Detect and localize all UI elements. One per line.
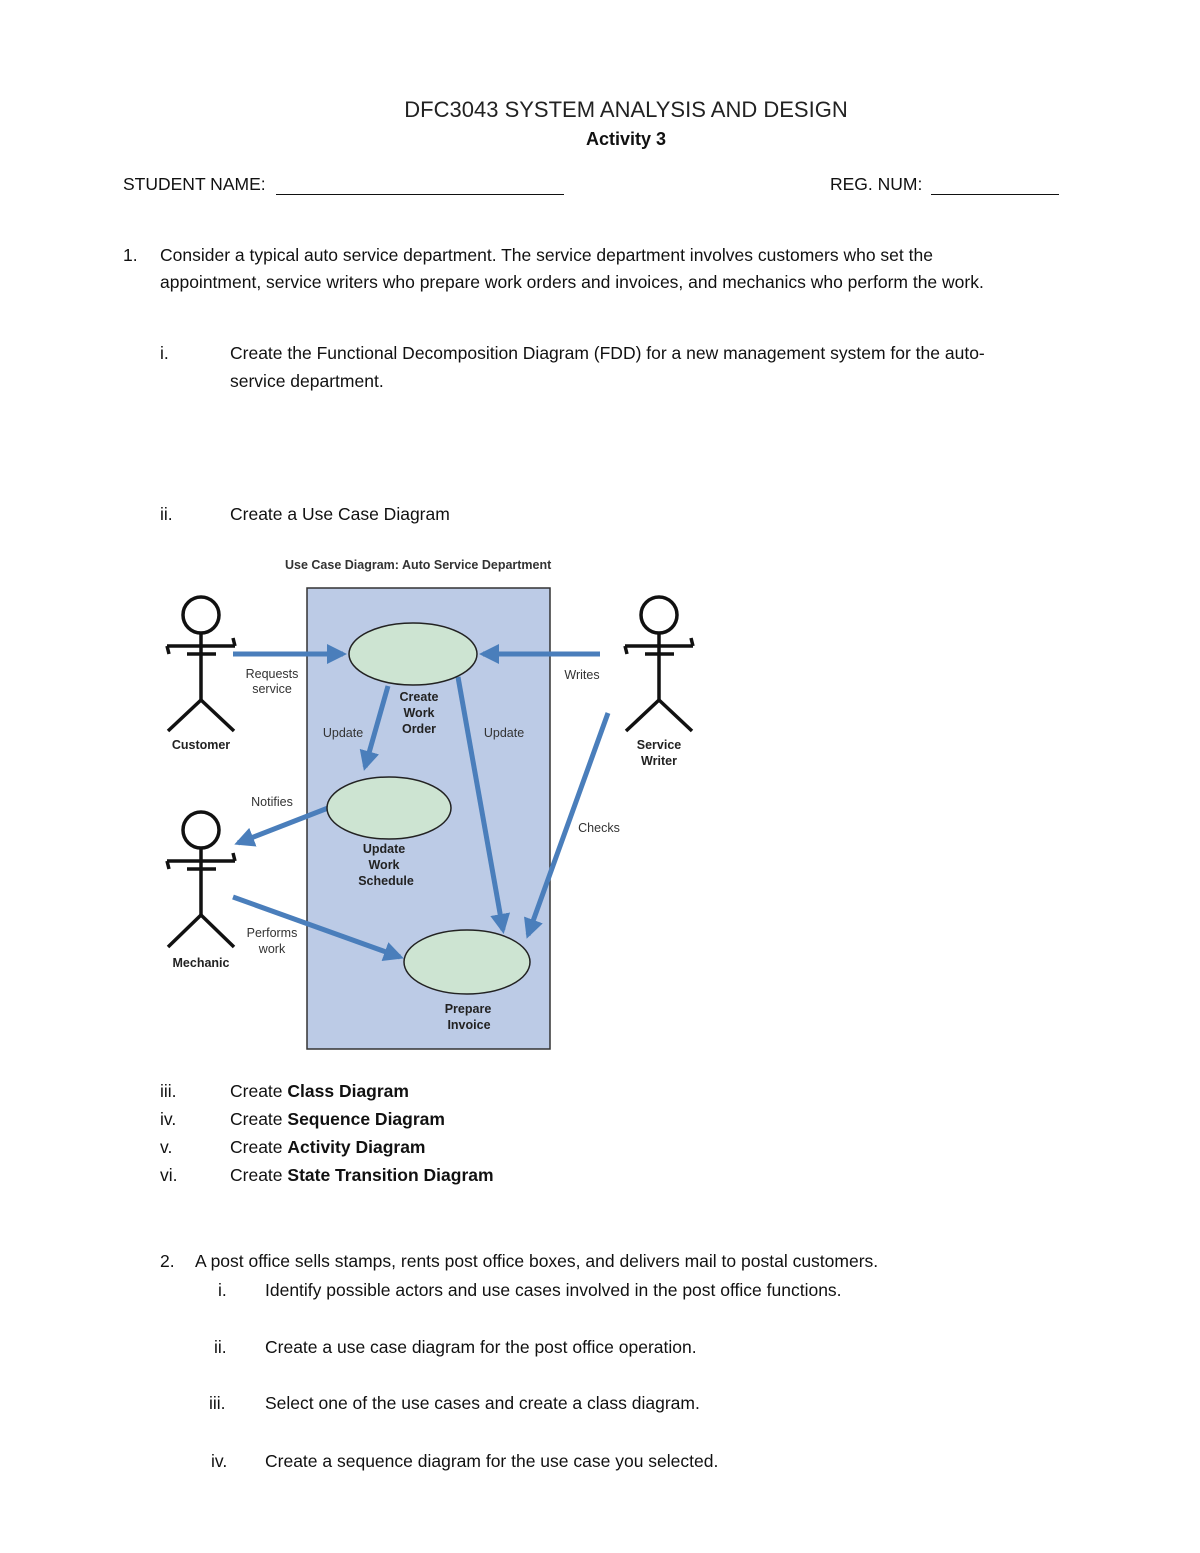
q1-item-bold: Class Diagram: [287, 1081, 409, 1101]
q1-item-num-2: ii.: [160, 504, 173, 524]
reg-num-blank[interactable]: [931, 194, 1059, 195]
student-name-label: STUDENT NAME:: [123, 174, 266, 194]
usecase-label: Prepare: [444, 1002, 492, 1016]
q1-item-num-4: iv.: [160, 1109, 177, 1129]
student-name-row: [123, 174, 564, 195]
q1-item-prefix: Create: [230, 1165, 288, 1185]
usecase-update-work-schedule[interactable]: [327, 777, 451, 839]
usecase-label: Update: [362, 842, 406, 856]
q1-item-num-3: iii.: [160, 1081, 177, 1101]
q1-item-bold: Sequence Diagram: [287, 1109, 445, 1129]
q2-item-num-1: i.: [218, 1280, 227, 1300]
actor-label-mechanic: Mechanic: [172, 956, 230, 970]
label-work: work: [258, 942, 286, 956]
label-service: service: [252, 682, 292, 696]
usecase-prepare-invoice[interactable]: [404, 930, 530, 994]
diagram-title: Use Case Diagram: Auto Service Department: [285, 558, 552, 572]
q2-item-num-3: iii.: [209, 1393, 226, 1413]
q2-item-text-4: Create a sequence diagram for the use case you selected.: [265, 1451, 719, 1471]
q1-item-bold: Activity Diagram: [287, 1137, 426, 1157]
reg-num-row: [830, 174, 1059, 195]
actor-customer[interactable]: [167, 597, 235, 731]
q1-item-text-3: [230, 1081, 409, 1102]
label-checks: Checks: [578, 821, 620, 835]
q1-text-line2: appointment, service writers who prepare work orders and invoices, and mechanics who perform the work.: [160, 272, 984, 292]
q2-item-text-3: Select one of the use cases and create a class diagram.: [265, 1393, 700, 1413]
label-performs: Performs: [246, 926, 298, 940]
usecase-label: Schedule: [358, 874, 414, 888]
q2-item-text-2: Create a use case diagram for the post office operation.: [265, 1337, 697, 1357]
q1-item-text-6: [230, 1165, 494, 1186]
q1-item-text-1b: service department.: [230, 371, 384, 391]
use-case-diagram: [160, 550, 720, 1060]
q2-item-text-1: Identify possible actors and use cases involved in the post office functions.: [265, 1280, 842, 1300]
student-name-blank[interactable]: [276, 194, 564, 195]
q1-item-text-2: Create a Use Case Diagram: [230, 504, 450, 524]
usecase-label: Create: [399, 690, 439, 704]
q1-item-text-1: Create the Functional Decomposition Diagram (FDD) for a new management system for the auto-: [230, 343, 985, 363]
q1-number: 1.: [123, 245, 138, 265]
document-subtitle: Activity 3: [585, 129, 667, 149]
label-notifies: Notifies: [251, 795, 293, 809]
q2-item-num-2: ii.: [214, 1337, 227, 1357]
label-writes: Writes: [564, 668, 600, 682]
actor-label-customer: Customer: [171, 738, 231, 752]
usecase-label: Work: [403, 706, 435, 720]
q1-item-bold: State Transition Diagram: [287, 1165, 494, 1185]
reg-num-label: REG. NUM:: [830, 174, 923, 194]
q1-item-prefix: Create: [230, 1081, 288, 1101]
q2-intro: A post office sells stamps, rents post office boxes, and delivers mail to postal customers.: [195, 1251, 879, 1271]
q1-item-num-6: vi.: [160, 1165, 178, 1185]
q2-number: 2.: [160, 1251, 175, 1271]
q1-item-text-5: [230, 1137, 426, 1158]
q2-item-num-4: iv.: [211, 1451, 228, 1471]
q1-item-num-1: i.: [160, 343, 169, 363]
q1-item-prefix: Create: [230, 1109, 288, 1129]
q1-item-num-5: v.: [160, 1137, 173, 1157]
actor-label-service: Service: [636, 738, 682, 752]
q1-item-prefix: Create: [230, 1137, 288, 1157]
usecase-label: Invoice: [447, 1018, 491, 1032]
actor-mechanic[interactable]: [167, 812, 235, 947]
actor-service-writer[interactable]: [625, 597, 693, 731]
usecase-create-work-order[interactable]: [349, 623, 477, 685]
label-requests: Requests: [245, 667, 299, 681]
label-update-right: Update: [483, 726, 525, 740]
usecase-label: Work: [368, 858, 400, 872]
actor-label-writer: Writer: [641, 754, 677, 768]
document-title: DFC3043 SYSTEM ANALYSIS AND DESIGN: [404, 97, 848, 122]
label-update-left: Update: [322, 726, 364, 740]
q1-text-line1: Consider a typical auto service department. The service department involves customers who set the: [160, 245, 933, 265]
q1-item-text-4: [230, 1109, 445, 1130]
usecase-label: Order: [401, 722, 437, 736]
